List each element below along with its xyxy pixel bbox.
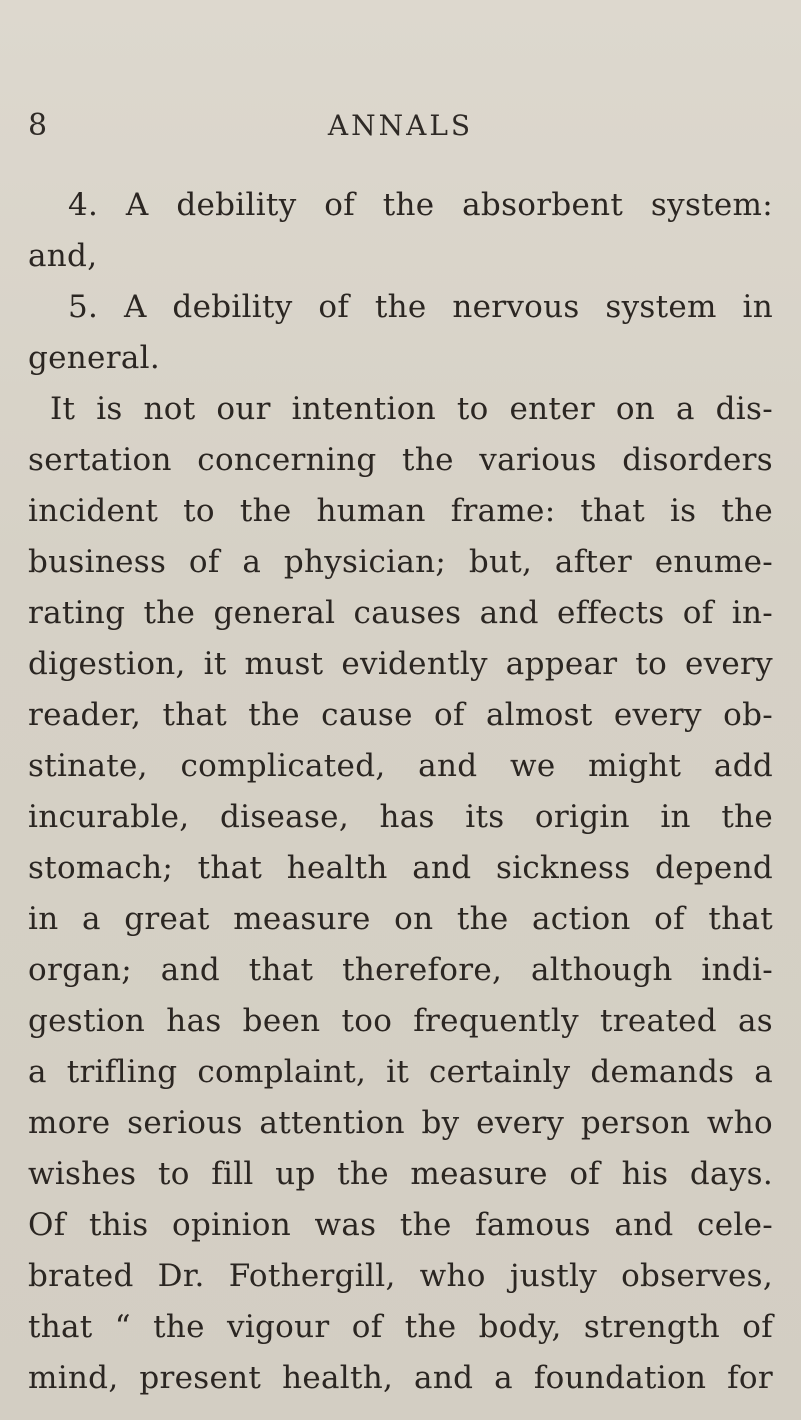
running-title: ANNALS [327, 109, 474, 142]
text-line: that “ the vigour of the body, strength of [28, 1309, 773, 1345]
text-line: sertation concerning the various disorders [28, 442, 773, 478]
text-line: Of this opinion was the famous and cele- [28, 1207, 773, 1243]
text-line: incurable, disease, has its origin in the [28, 799, 773, 835]
text-line: It is not our intention to enter on a dis- [50, 391, 773, 427]
text-line: more serious attention by every person who [28, 1105, 773, 1141]
running-head [0, 106, 801, 146]
text-line: stinate, complicated, and we might add [28, 748, 773, 784]
text-line: general. [28, 340, 160, 376]
text-line: wishes to fill up the measure of his days. [28, 1156, 773, 1192]
body-text [28, 180, 773, 1404]
text-line: business of a physician; but, after enume- [28, 544, 773, 580]
text-line: mind, present health, and a foundation for [28, 1360, 773, 1396]
text-line: brated Dr. Fothergill, who justly observes, [28, 1258, 773, 1294]
text-line: 5. A debility of the nervous system in [68, 289, 773, 325]
page-number: 8 [28, 108, 48, 143]
text-line: digestion, it must evidently appear to every [28, 646, 773, 682]
text-line: in a great measure on the action of that [28, 901, 773, 937]
text-line: a trifling complaint, it certainly demands a [28, 1054, 773, 1090]
text-line: rating the general causes and effects of in- [28, 595, 773, 631]
text-line: incident to the human frame: that is the [28, 493, 773, 529]
text-line: organ; and that therefore, although indi- [28, 952, 773, 988]
text-line: reader, that the cause of almost every ob- [28, 697, 773, 733]
text-line: and, [28, 238, 98, 274]
text-line: gestion has been too frequently treated as [28, 1003, 773, 1039]
text-line: stomach; that health and sickness depend [28, 850, 773, 886]
text-line: 4. A debility of the absorbent system: [68, 187, 773, 223]
